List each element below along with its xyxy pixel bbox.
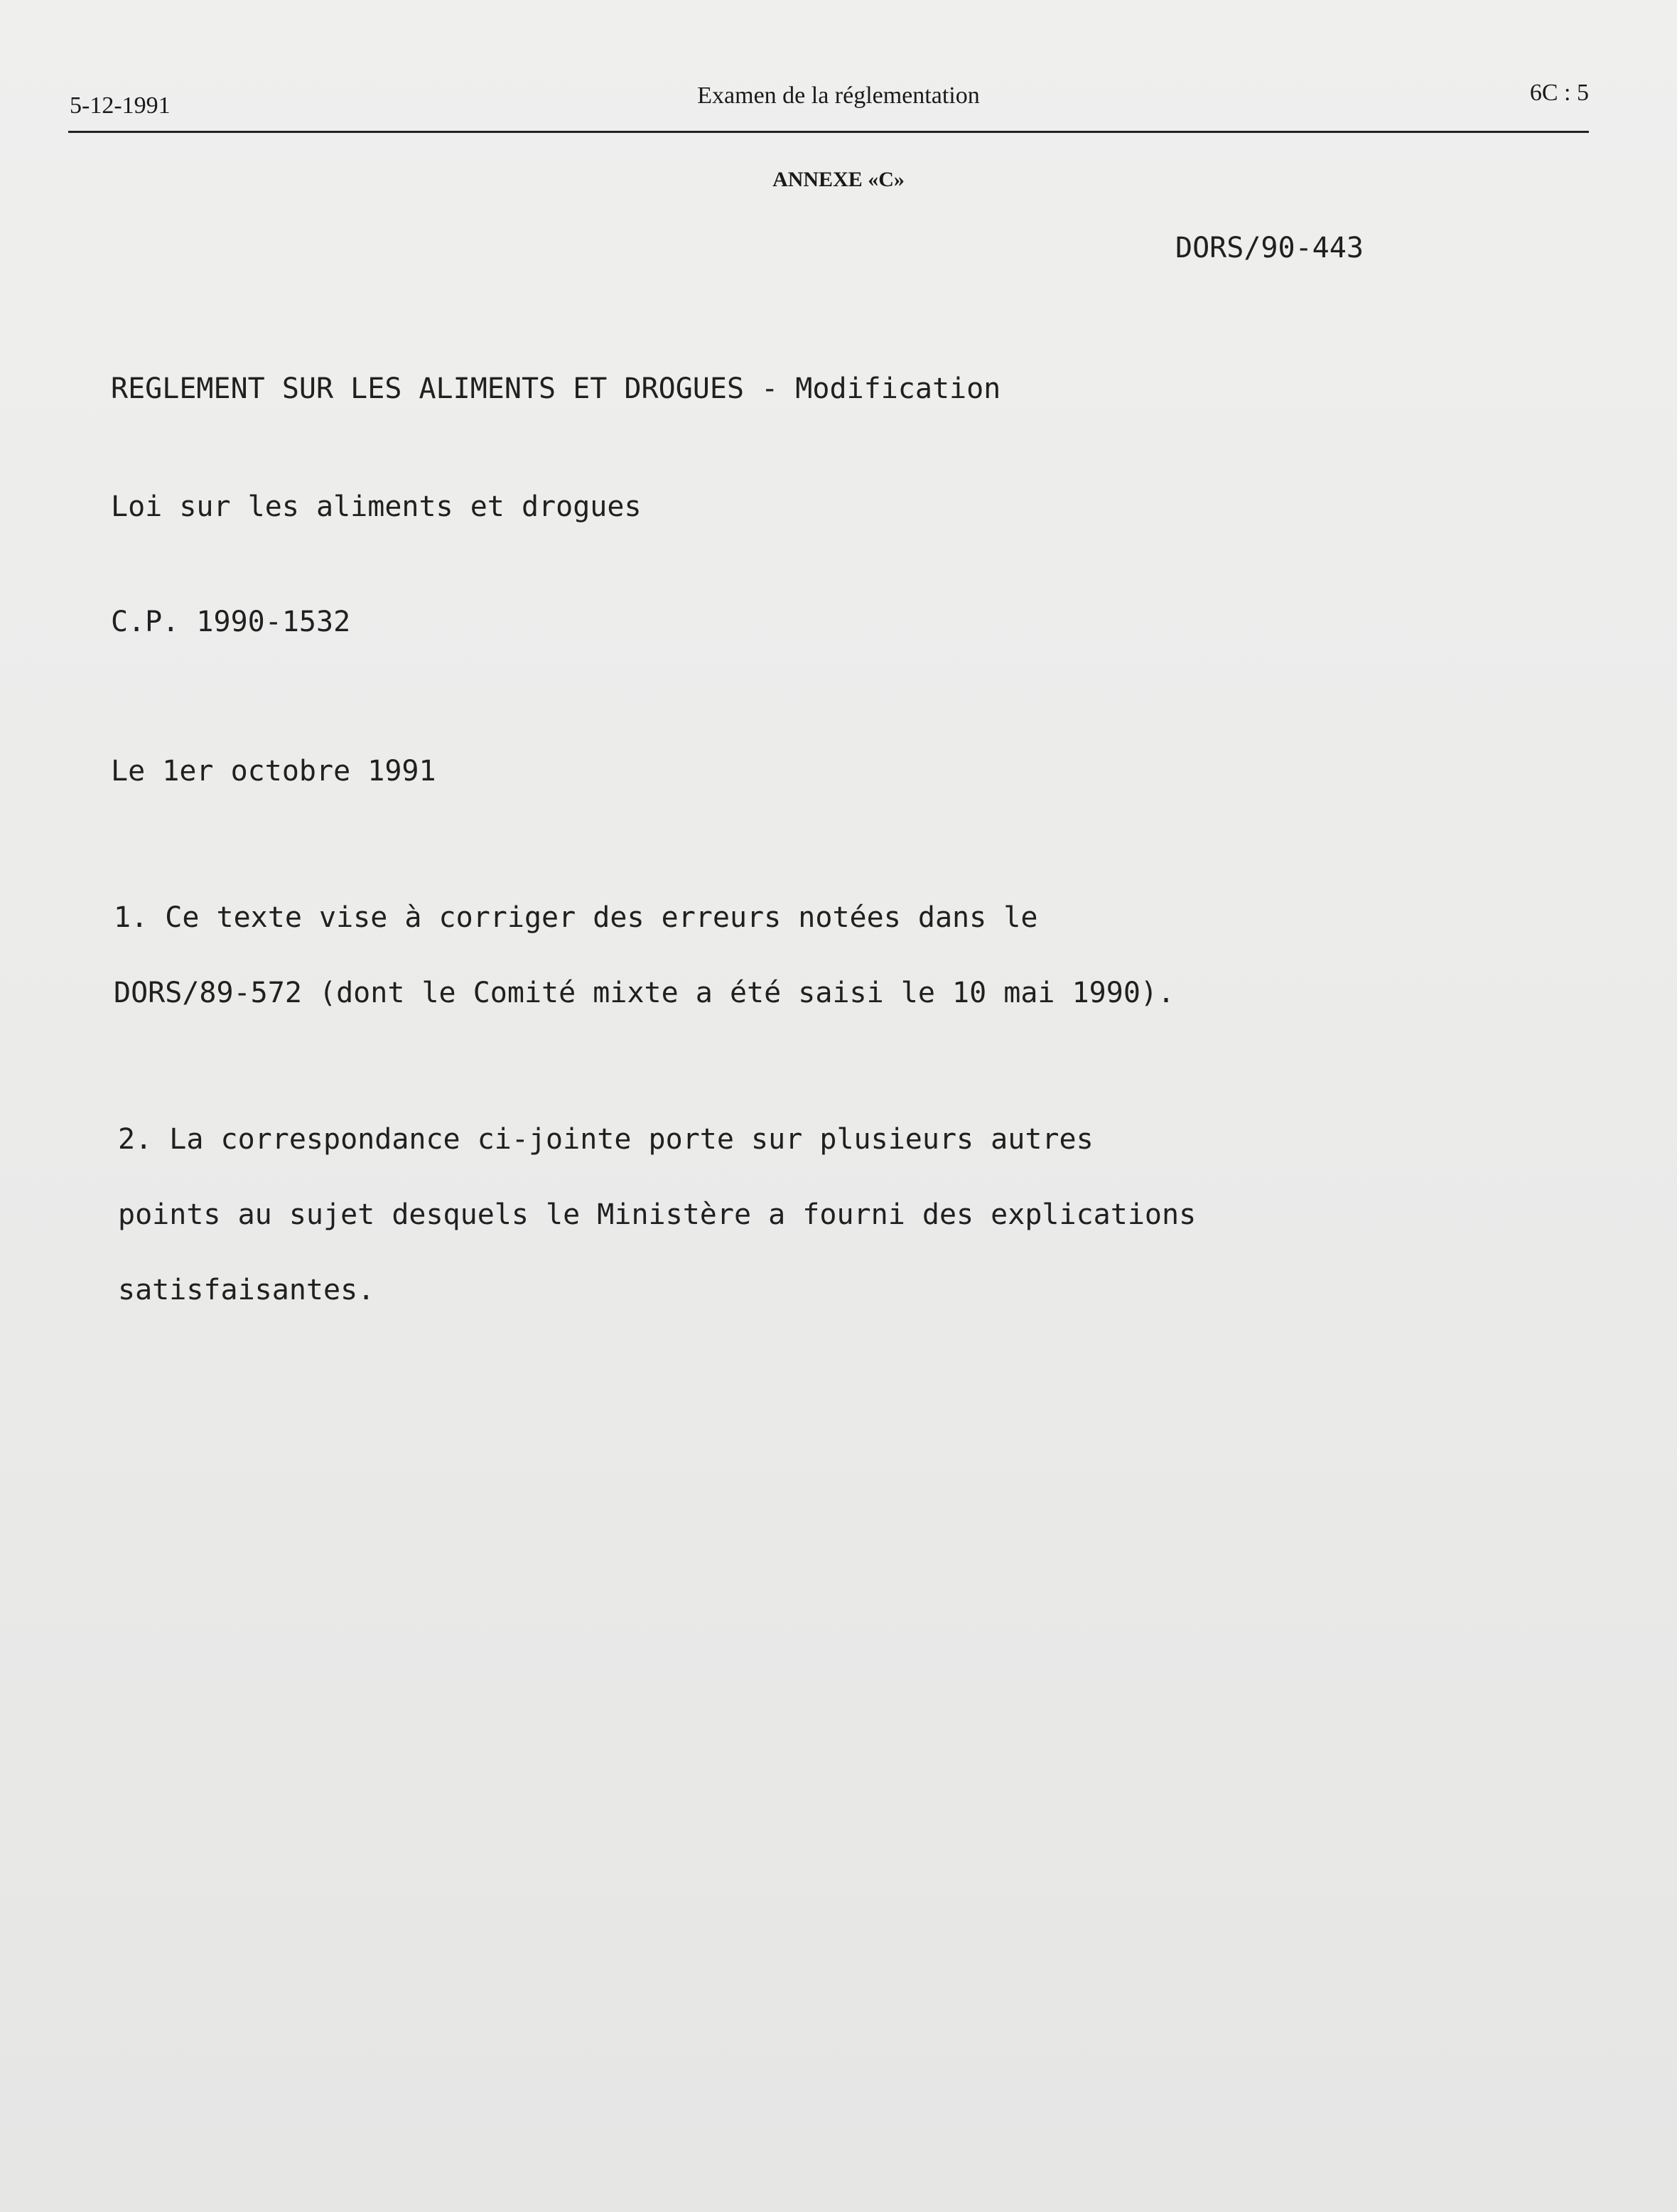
date-line: Le 1er octobre 1991 xyxy=(111,755,436,788)
act-name: Loi sur les aliments et drogues xyxy=(111,490,642,523)
header-date: 5-12-1991 xyxy=(70,92,171,119)
bleed-through-block xyxy=(85,1066,1578,1095)
regulation-title: REGLEMENT SUR LES ALIMENTS ET DROGUES - Modification xyxy=(111,372,1001,405)
paragraph-1-line-2: DORS/89-572 (dont le Comité mixte a été saisi le 10 mai 1990). xyxy=(114,977,1175,1009)
regulation-reference: DORS/90-443 xyxy=(1175,232,1364,264)
paragraph-2-line-3: satisfaisantes. xyxy=(118,1274,375,1306)
header-divider xyxy=(68,131,1589,133)
annex-title: ANNEXE «C» xyxy=(772,168,905,191)
paragraph-2-line-1: 2. La correspondance ci-jointe porte sur plusieurs autres xyxy=(118,1123,1094,1156)
paragraph-1-line-1: 1. Ce texte vise à corriger des erreurs notées dans le xyxy=(114,901,1038,934)
paragraph-2-line-2: points au sujet desquels le Ministère a fourni des explications xyxy=(118,1198,1197,1231)
header-title: Examen de la réglementation xyxy=(697,82,980,109)
order-in-council-number: C.P. 1990-1532 xyxy=(111,606,351,638)
header-page-number: 6C : 5 xyxy=(1529,80,1589,106)
